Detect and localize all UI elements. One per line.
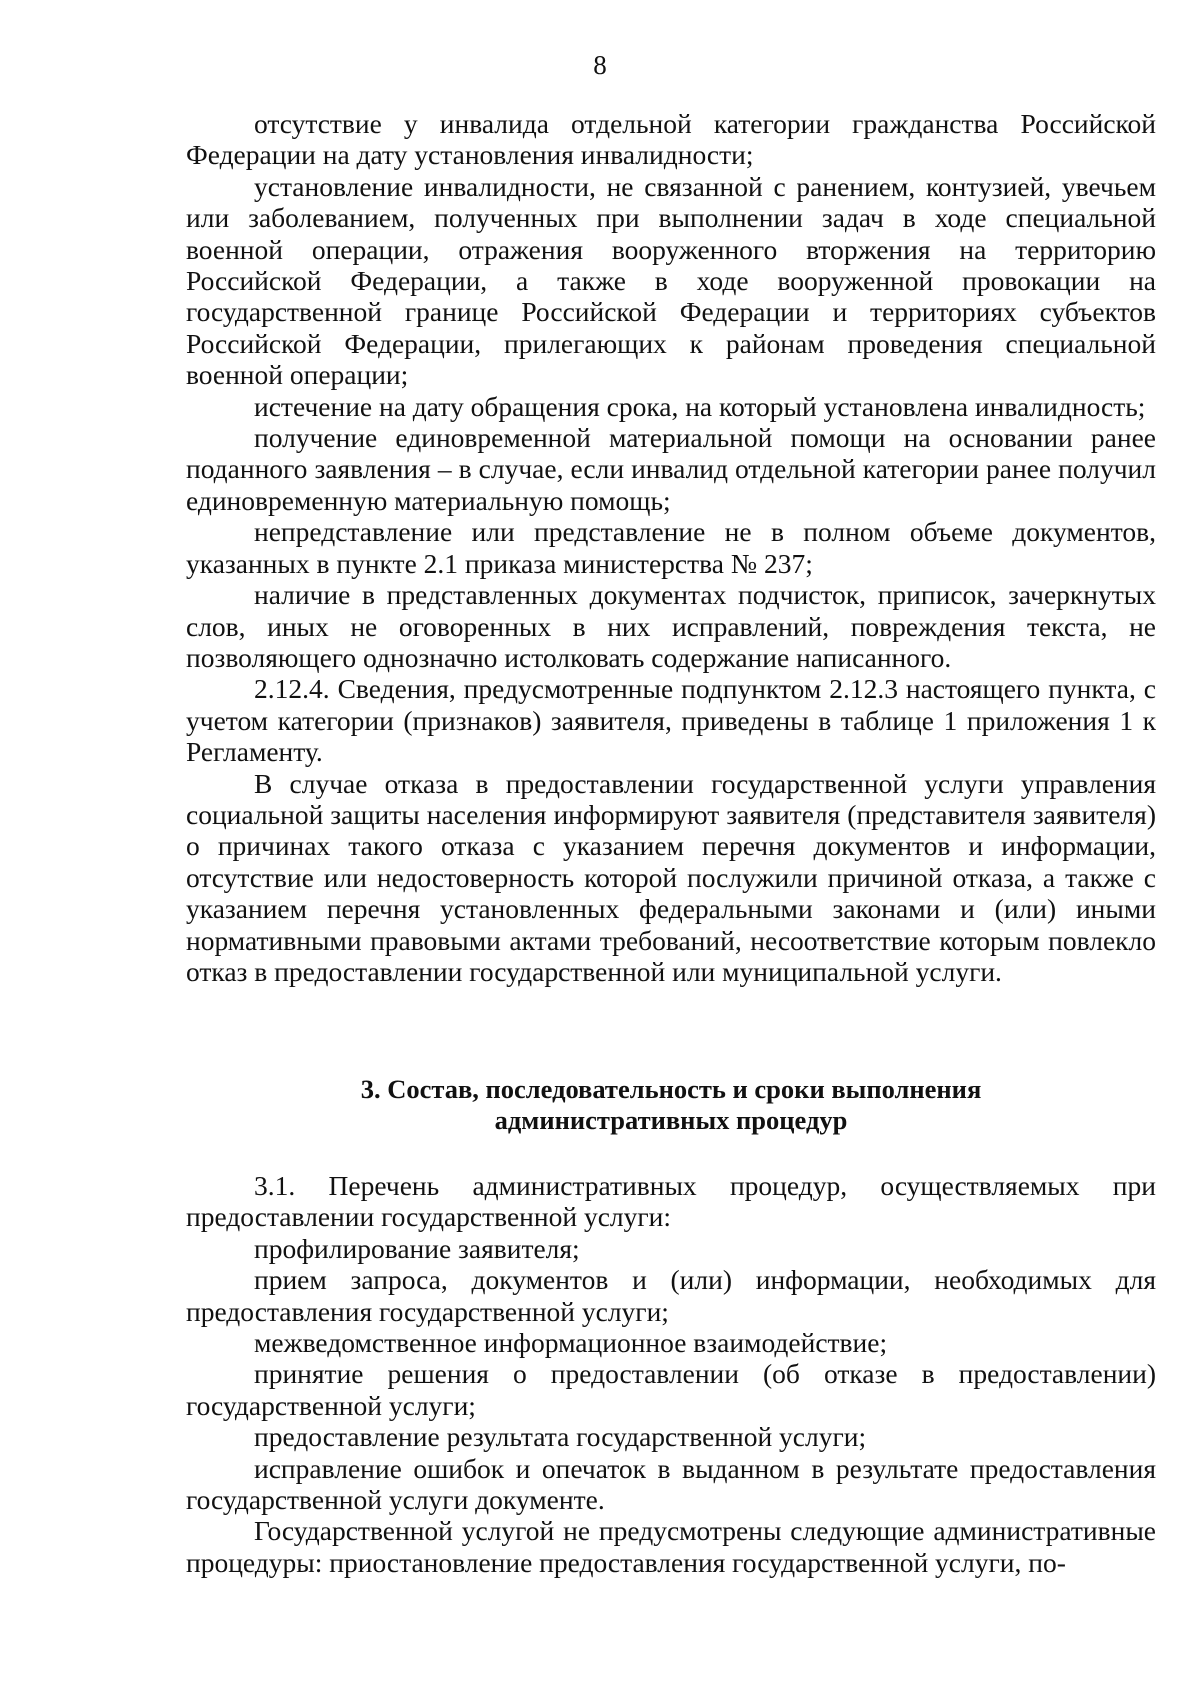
paragraph: установление инвалидности, не связанной с ранением, контузией, увечьем или заболеванием, полученных при выполнении задач в ходе специальной военной операции, отражения вооруженного вторжения на территорию Российской Федерации, а также в ходе вооруженной провокации на государственной границе Российской Федерации и территориях субъектов Российской Федерации, прилегающих к районам проведения специальной военной операции; bbox=[186, 170, 1156, 391]
body-text-block-2 bbox=[186, 1170, 1156, 1578]
list-item: прием запроса, документов и (или) информации, необходимых для предоставления государственной услуги; bbox=[186, 1264, 1156, 1327]
paragraph: получение единовременной материальной помощи на основании ранее поданного заявления – в случае, если инвалид отдельной категории ранее получил единовременную материальную помощь; bbox=[186, 422, 1156, 516]
list-item: межведомственное информационное взаимодействие; bbox=[254, 1327, 888, 1359]
list-item: принятие решения о предоставлении (об отказе в предоставлении) государственной услуги; bbox=[186, 1358, 1156, 1421]
paragraph: непредставление или представление не в полном объеме документов, указанных в пункте 2.1 приказа министерства № 237; bbox=[186, 516, 1156, 579]
paragraph: истечение на дату обращения срока, на который установлена инвалидность; bbox=[254, 390, 1146, 422]
paragraph: наличие в представленных документах подчисток, приписок, зачеркнутых слов, иных не оговоренных в них исправлений, повреждения текста, не позволяющего однозначно истолковать содержание написанного. bbox=[186, 579, 1156, 673]
paragraph: 3.1. Перечень административных процедур, осуществляемых при предоставлении государственной услуги: bbox=[186, 1170, 1156, 1233]
paragraph: 2.12.4. Сведения, предусмотренные подпунктом 2.12.3 настоящего пункта, с учетом категории (признаков) заявителя, приведены в таблице 1 приложения 1 к Регламенту. bbox=[186, 673, 1156, 768]
list-item: исправление ошибок и опечаток в выданном в результате предоставления государственной услуги документе. bbox=[186, 1452, 1156, 1516]
section-heading-line: 3. Состав, последовательность и сроки выполнения bbox=[360, 1074, 982, 1104]
list-item: профилирование заявителя; bbox=[254, 1232, 580, 1264]
body-text-block-1 bbox=[186, 108, 1156, 987]
page-number: 8 bbox=[593, 50, 607, 80]
paragraph: отсутствие у инвалида отдельной категории гражданства Российской Федерации на дату установления инвалидности; bbox=[186, 108, 1156, 171]
list-item: предоставление результата государственной услуги; bbox=[254, 1421, 867, 1453]
paragraph: В случае отказа в предоставлении государственной услуги управления социальной защиты населения информируют заявителя (представителя заявителя) о причинах такого отказа с указанием перечня документов и информации, отсутствие или недостоверность которой послужили причиной отказа, а также с указанием перечня установленных федеральными законами и (или) иными нормативными правовыми актами требований, несоответствие которым повлекло отказ в предоставлении государственной или муниципальной услуги. bbox=[186, 767, 1156, 987]
section-heading-line: административных процедур bbox=[494, 1105, 848, 1136]
paragraph: Государственной услугой не предусмотрены следующие административные процедуры: приостановление предоставления государственной услуги, по- bbox=[186, 1515, 1156, 1578]
section-heading bbox=[186, 1074, 1156, 1137]
